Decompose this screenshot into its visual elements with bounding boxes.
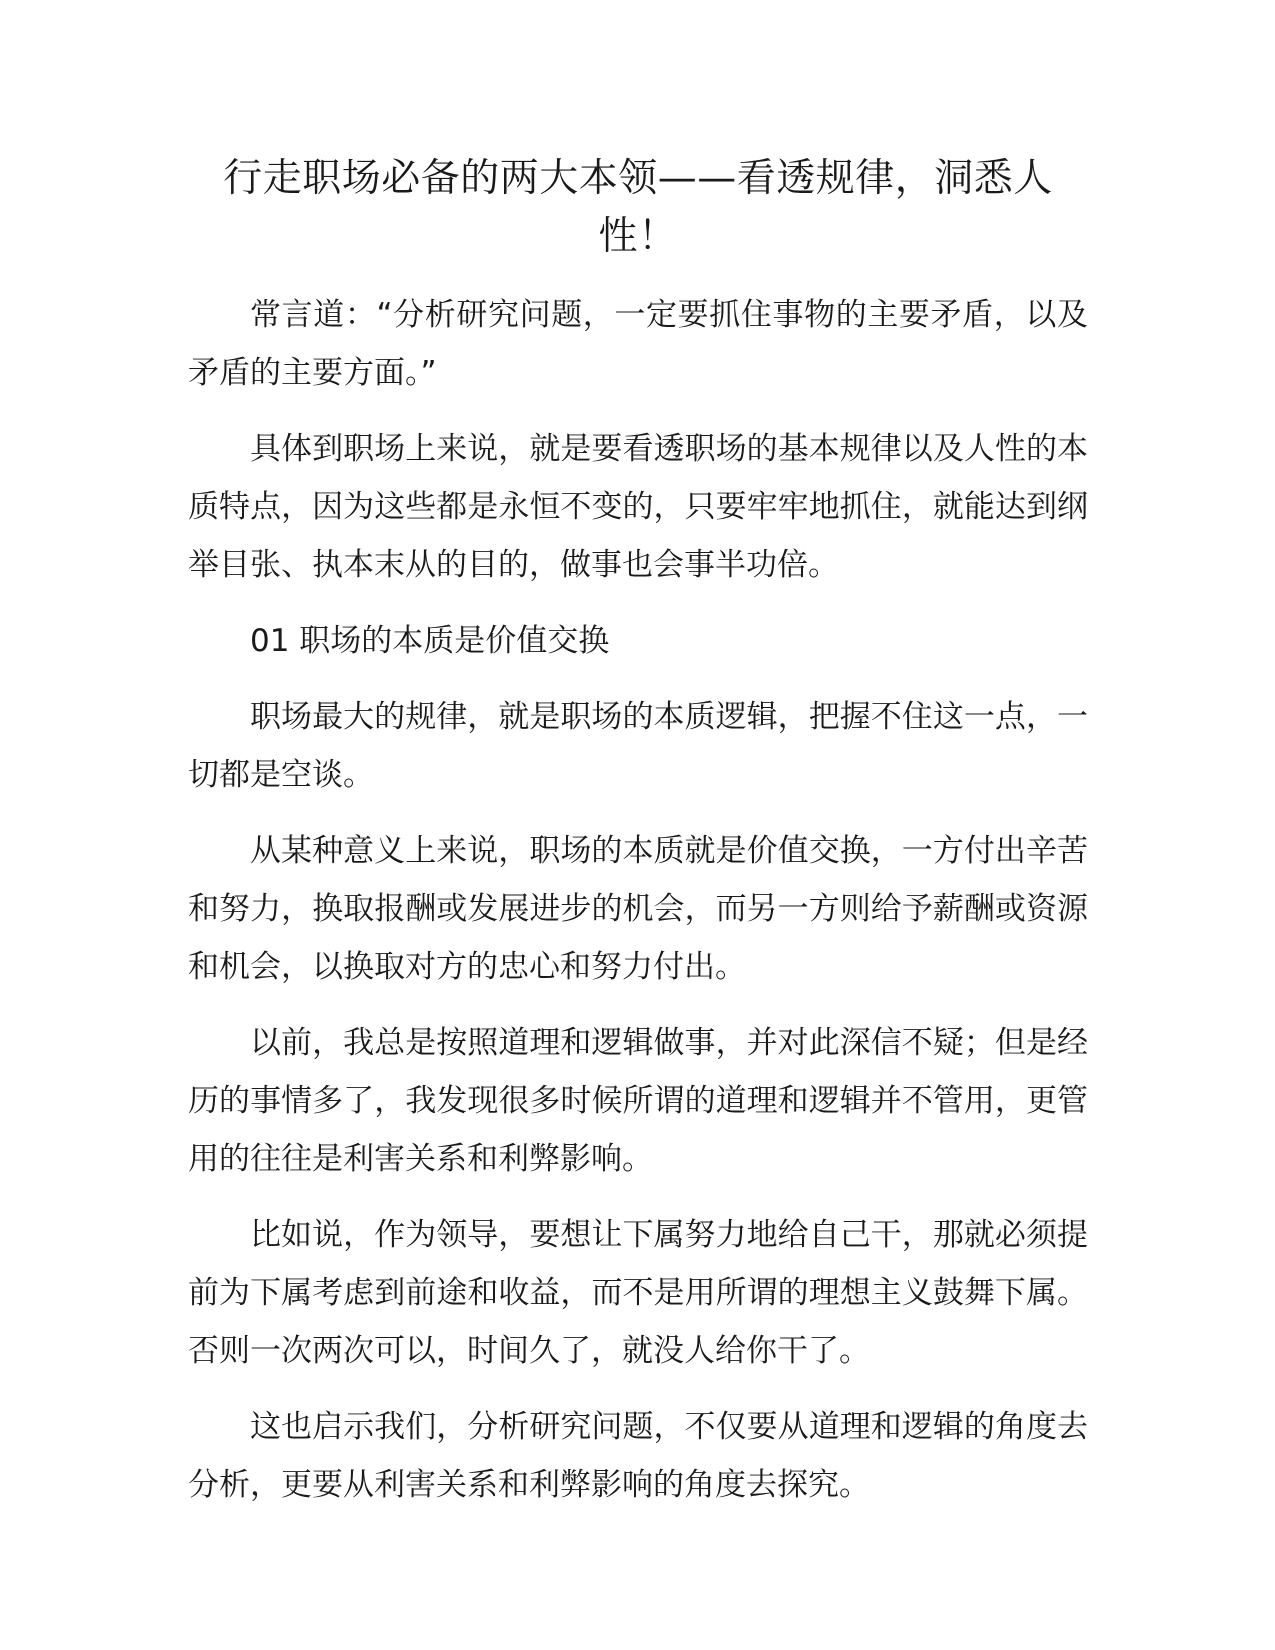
document-title: 行走职场必备的两大本领——看透规律，洞悉人性！ bbox=[223, 156, 1053, 259]
paragraph-4: 从某种意义上来说，职场的本质就是价值交换，一方付出辛苦和努力，换取报酬或发展进步的机会，而另一方则给予薪酬或资源和机会，以换取对方的忠心和努力付出。 bbox=[188, 833, 1088, 985]
paragraph-1: 常言道：“分析研究问题，一定要抓住事物的主要矛盾，以及矛盾的主要方面。” bbox=[188, 297, 1088, 391]
paragraph-7: 这也启示我们，分析研究问题，不仅要从道理和逻辑的角度去分析，更要从利害关系和利弊影响的角度去探究。 bbox=[188, 1409, 1088, 1503]
section-heading: 01 职场的本质是价值交换 bbox=[250, 623, 610, 659]
document-body bbox=[188, 150, 1088, 1532]
paragraph-6: 比如说，作为领导，要想让下属努力地给自己干，那就必须提前为下属考虑到前途和收益，而不是用所谓的理想主义鼓舞下属。否则一次两次可以，时间久了，就没人给你干了。 bbox=[188, 1217, 1088, 1369]
paragraph-3: 职场最大的规律，就是职场的本质逻辑，把握不住这一点，一切都是空谈。 bbox=[188, 699, 1088, 793]
paragraph-5: 以前，我总是按照道理和逻辑做事，并对此深信不疑；但是经历的事情多了，我发现很多时候所谓的道理和逻辑并不管用，更管用的往往是利害关系和利弊影响。 bbox=[188, 1025, 1088, 1177]
paragraph-2: 具体到职场上来说，就是要看透职场的基本规律以及人性的本质特点，因为这些都是永恒不变的，只要牢牢地抓住，就能达到纲举目张、执本末从的目的，做事也会事半功倍。 bbox=[188, 431, 1088, 583]
